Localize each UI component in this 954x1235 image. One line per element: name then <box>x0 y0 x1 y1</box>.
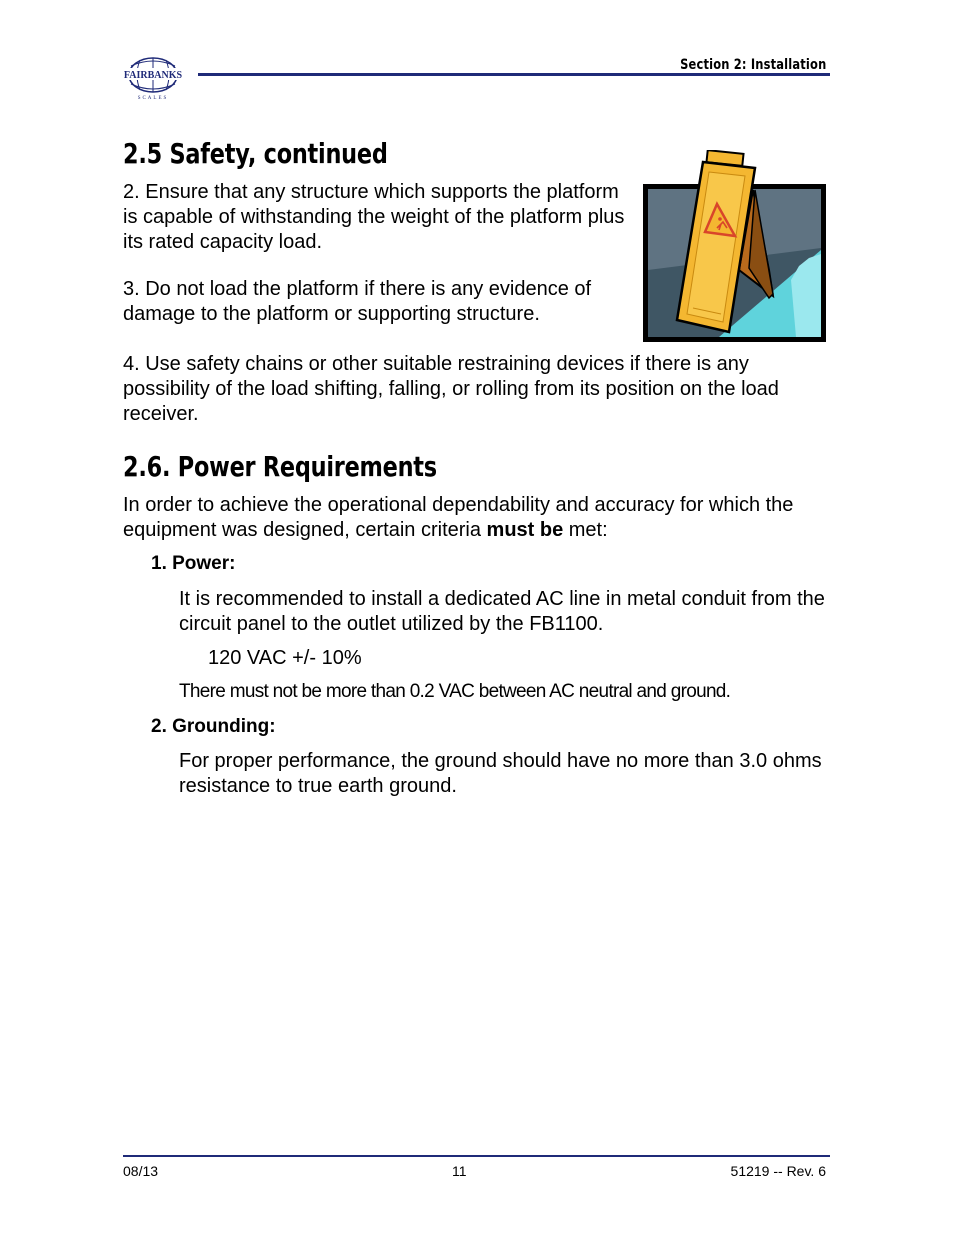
safety-item-3: 3. Do not load the platform if there is any evidence of damage to the platform or supporting structure. <box>123 278 592 325</box>
power-intro <box>123 493 833 543</box>
logo-text: FAIRBANKS <box>123 70 183 81</box>
requirement-power-note: There must not be more than 0.2 VAC between AC neutral and ground. <box>179 681 731 702</box>
logo-subtext: SCALES <box>137 96 169 100</box>
section-heading-power: 2.6. Power Requirements <box>123 450 437 483</box>
section-label: Section 2: Installation <box>679 57 826 73</box>
power-intro-text: In order to achieve the operational dependability and accuracy for which the equipment was designed, certain criteria <box>123 494 794 541</box>
requirement-power-title: 1. Power: <box>151 553 236 574</box>
footer-rule <box>123 1155 830 1157</box>
fairbanks-logo <box>120 54 186 100</box>
header-rule <box>198 73 830 76</box>
footer-date: 08/13 <box>123 1163 159 1179</box>
power-intro-end: met: <box>563 519 608 541</box>
requirement-power-text: It is recommended to install a dedicated AC line in metal conduit from the circuit panel to the outlet utilized by the FB1100. <box>179 588 825 635</box>
safety-item-4: 4. Use safety chains or other suitable restraining devices if there is any possibility of the load shifting, falling, or rolling from its position on the load receiver. <box>123 353 779 425</box>
power-intro-emphasis: must be <box>486 519 564 541</box>
wet-floor-sign-illustration <box>641 150 828 344</box>
document-revision: 51219 -- Rev. 6 <box>730 1163 826 1179</box>
section-heading-safety: 2.5 Safety, continued <box>123 137 388 170</box>
page-number: 11 <box>452 1163 467 1179</box>
requirement-power-spec: 120 VAC +/- 10% <box>208 647 362 669</box>
requirement-grounding-title: 2. Grounding: <box>151 716 276 737</box>
safety-item-2: 2. Ensure that any structure which supports the platform is capable of withstanding the weight of the platform plus its rated capacity load. <box>123 181 625 253</box>
requirement-grounding-text: For proper performance, the ground should have no more than 3.0 ohms resistance to true earth ground. <box>179 750 822 797</box>
